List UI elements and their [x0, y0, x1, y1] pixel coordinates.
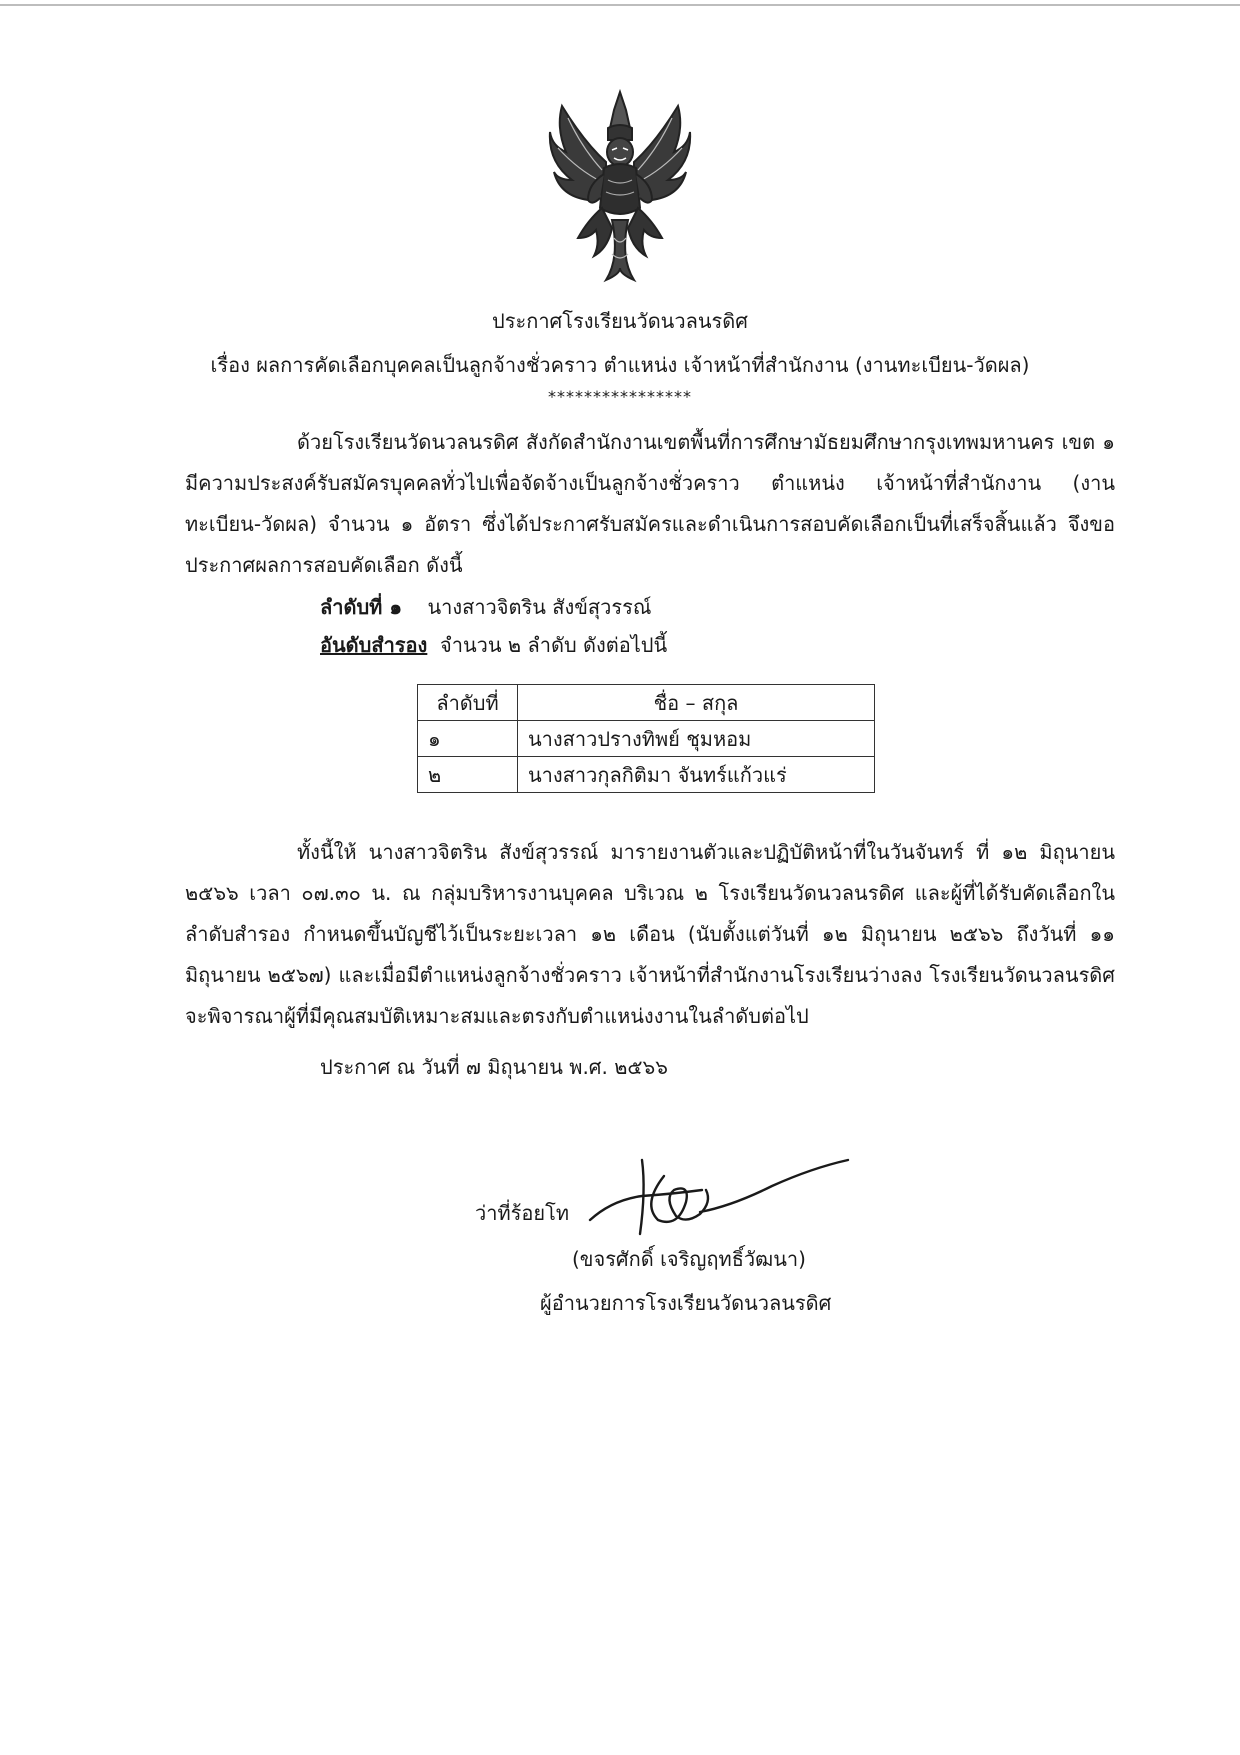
- reserve-label: อันดับสำรอง: [320, 633, 428, 657]
- report-paragraph: [185, 832, 1115, 1037]
- intro-text: ด้วยโรงเรียนวัดนวลนรดิศ สังกัดสำนักงานเขตพื้นที่การศึกษามัธยมศึกษากรุงเทพมหานคร เขต ๑ มีความประสงค์รับสมัครบุคคลทั่วไปเพื่อจัดจ้างเป็นลูกจ้างชั่วคราว ตำแหน่ง เจ้าหน้าที่สำนักงาน (งานทะเบียน-วัดผล) จำนวน ๑ อัตรา ซึ่งได้ประกาศรับสมัครและดำเนินการสอบคัดเลือกเป็นที่เสร็จสิ้นแล้ว จึงขอประกาศผลการสอบคัดเลือก ดังนี้: [185, 430, 1115, 577]
- reserve-text: จำนวน ๒ ลำดับ ดังต่อไปนี้: [440, 633, 668, 657]
- selected-rank-label: ลำดับที่ ๑: [320, 595, 403, 619]
- table-cell-no: ๑: [418, 721, 518, 757]
- table-row: [418, 757, 875, 793]
- table-cell-name: นางสาวกุลกิติมา จันทร์แก้วแร่: [518, 757, 875, 793]
- announcement-title: ประกาศโรงเรียนวัดนวลนรดิศ: [492, 309, 748, 333]
- table-header-no: ลำดับที่: [418, 685, 518, 721]
- signature-icon: [582, 1150, 852, 1240]
- table-cell-no: ๒: [418, 757, 518, 793]
- signer-name: (ขจรศักดิ์ เจริญฤทธิ์วัฒนา): [572, 1247, 806, 1271]
- title-separator: ****************: [548, 387, 692, 406]
- table-header-row: [418, 685, 875, 721]
- signer-rank: ว่าที่ร้อยโท: [475, 1201, 570, 1225]
- garuda-emblem-icon: [548, 88, 692, 284]
- table-cell-name: นางสาวปรางทิพย์ ชุมหอม: [518, 721, 875, 757]
- table-row: [418, 721, 875, 757]
- report-text: ทั้งนี้ให้ นางสาวจิตริน สังข์สุวรรณ์ มารายงานตัวและปฏิบัติหน้าที่ในวันจันทร์ ที่ ๑๒ มิถุนายน ๒๕๖๖ เวลา ๐๗.๓๐ น. ณ กลุ่มบริหารงานบุคคล บริเวณ ๒ โรงเรียนวัดนวลนรดิศ และผู้ที่ได้รับคัดเลือกในลำดับสำรอง กำหนดขึ้นบัญชีไว้เป็นระยะเวลา ๑๒ เดือน (นับตั้งแต่วันที่ ๑๒ มิถุนายน ๒๕๖๖ ถึงวันที่ ๑๑ มิถุนายน ๒๕๖๗) และเมื่อมีตำแหน่งลูกจ้างชั่วคราว เจ้าหน้าที่สำนักงานโรงเรียนว่างลง โรงเรียนวัดนวลนรดิศ จะพิจารณาผู้ที่มีคุณสมบัติเหมาะสมและตรงกับตำแหน่งงานในลำดับต่อไป: [185, 840, 1115, 1028]
- table-header-name: ชื่อ – สกุล: [518, 685, 875, 721]
- selected-name: นางสาวจิตริน สังข์สุวรรณ์: [427, 595, 652, 619]
- signer-position: ผู้อำนวยการโรงเรียนวัดนวลนรดิศ: [540, 1291, 832, 1315]
- reserve-heading: [320, 630, 667, 660]
- selected-candidate: [320, 592, 651, 622]
- intro-paragraph: [185, 422, 1115, 586]
- announce-date: ประกาศ ณ วันที่ ๗ มิถุนายน พ.ศ. ๒๕๖๖: [320, 1055, 668, 1079]
- reserve-table: [417, 684, 875, 793]
- announcement-subject: เรื่อง ผลการคัดเลือกบุคคลเป็นลูกจ้างชั่วคราว ตำแหน่ง เจ้าหน้าที่สำนักงาน (งานทะเบียน-วัดผล): [210, 353, 1030, 377]
- scan-edge-rule: [0, 4, 1240, 6]
